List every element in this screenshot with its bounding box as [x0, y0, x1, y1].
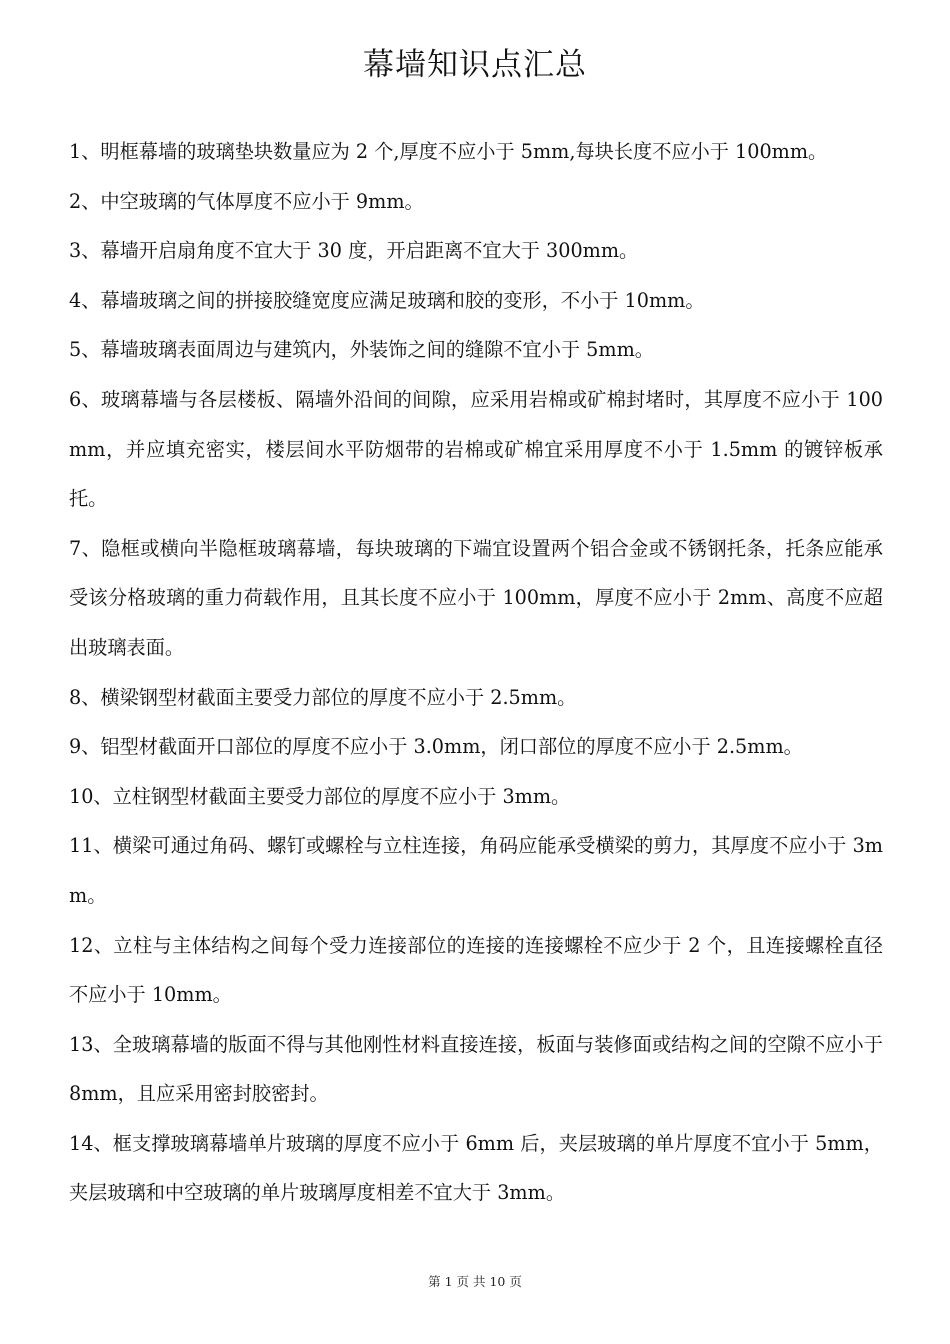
list-item-8: 8、横梁钢型材截面主要受力部位的厚度不应小于 2.5mm。 — [69, 685, 577, 709]
list-item-6: 6、玻璃幕墙与各层楼板、隔墙外沿间的间隙，应采用岩棉或矿棉封堵时，其厚度不应小于 100mm，并应填充密实，楼层间水平防烟带的岩棉或矿棉宜采用厚度不小于 1.5mm 的镀锌板承托。 — [69, 387, 883, 511]
list-item-11: 11、横梁可通过角码、螺钉或螺栓与立柱连接，角码应能承受横梁的剪力，其厚度不应小于 3mm。 — [69, 834, 883, 907]
list-item-2: 2、中空玻璃的气体厚度不应小于 9mm。 — [69, 189, 424, 213]
list-item-14: 14、框支撑玻璃幕墙单片玻璃的厚度不应小于 6mm 后，夹层玻璃的单片厚度不宜小于 5mm，夹层玻璃和中空玻璃的单片玻璃厚度相差不宜大于 3mm。 — [69, 1131, 883, 1205]
list-item-9: 9、铝型材截面开口部位的厚度不应小于 3.0mm，闭口部位的厚度不应小于 2.5mm。 — [69, 735, 803, 759]
list-item-5: 5、幕墙玻璃表面周边与建筑内，外装饰之间的缝隙不宜小于 5mm。 — [69, 338, 654, 362]
list-item-3: 3、幕墙开启扇角度不宜大于 30 度，开启距离不宜大于 300mm。 — [69, 239, 639, 263]
page-footer: 第 1 页 共 10 页 — [428, 1274, 522, 1289]
list-item-10: 10、立柱钢型材截面主要受力部位的厚度不应小于 3mm。 — [69, 784, 571, 808]
list-item-12: 12、立柱与主体结构之间每个受力连接部位的连接的连接螺栓不应少于 2 个，且连接螺栓直径不应小于 10mm。 — [69, 933, 883, 1007]
document-body — [69, 127, 883, 1218]
list-item-4: 4、幕墙玻璃之间的拼接胶缝宽度应满足玻璃和胶的变形，不小于 10mm。 — [69, 288, 705, 312]
list-item-7: 7、隐框或横向半隐框玻璃幕墙，每块玻璃的下端宜设置两个铝合金或不锈钢托条，托条应能承受该分格玻璃的重力荷载作用，且其长度不应小于 100mm，厚度不应小于 2mm、高度不应超出玻璃表面。 — [69, 536, 883, 659]
list-item-1: 1、明框幕墙的玻璃垫块数量应为 2 个,厚度不应小于 5mm,每块长度不应小于 100mm。 — [69, 140, 828, 163]
list-item-13: 13、全玻璃幕墙的版面不得与其他刚性材料直接连接，板面与装修面或结构之间的空隙不应小于 8mm，且应采用密封胶密封。 — [69, 1032, 883, 1106]
page-title: 幕墙知识点汇总 — [363, 47, 587, 83]
